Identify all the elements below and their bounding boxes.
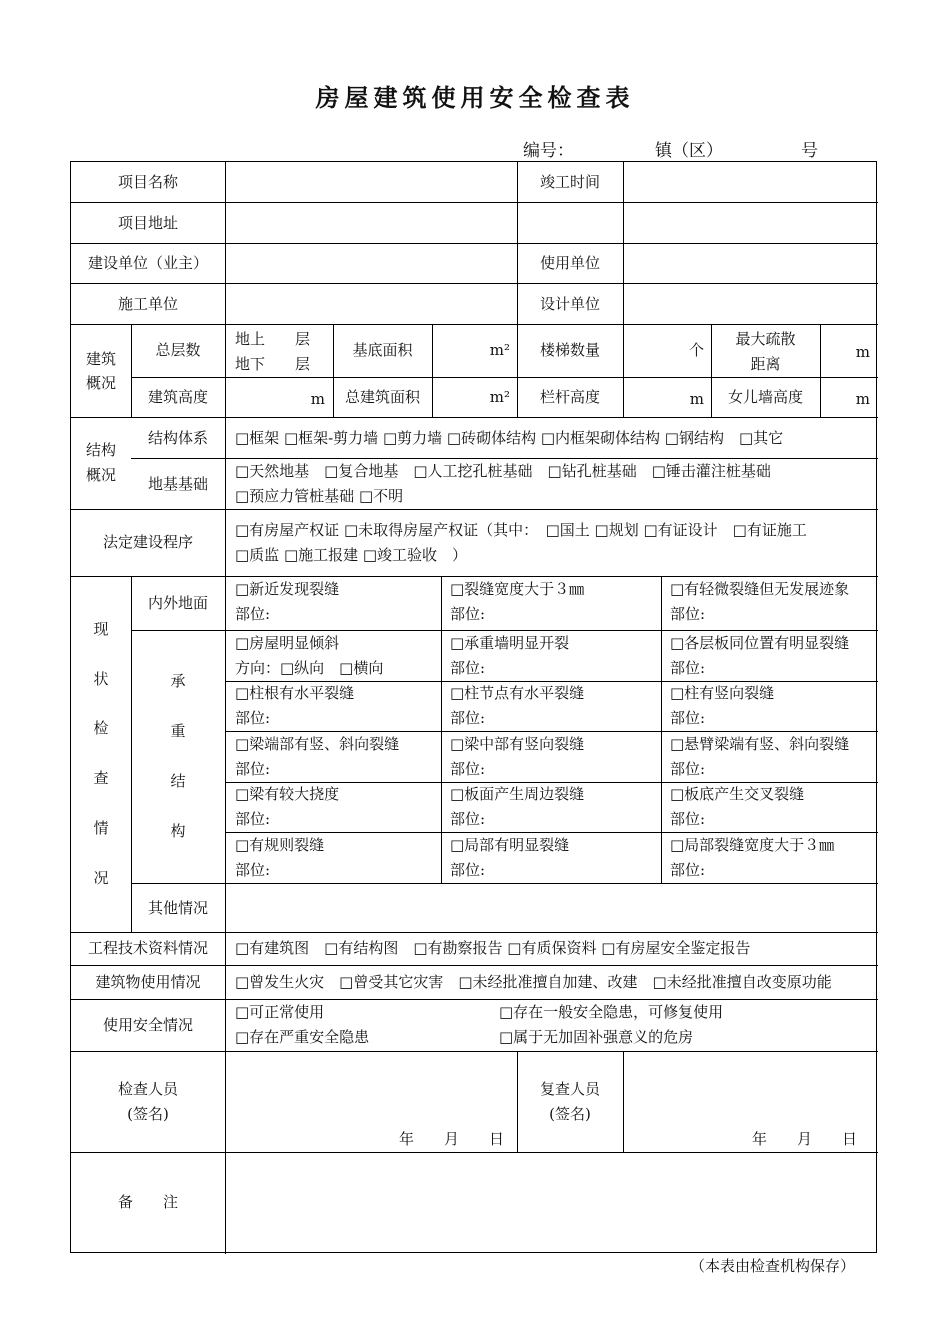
status-label-char: 查 <box>93 769 109 787</box>
position-label: 部位: <box>450 810 486 828</box>
bearing-label-char: 结 <box>170 772 186 790</box>
bearing-item: □柱节点有水平裂缝 <box>450 684 585 702</box>
position-label: 部位: <box>670 760 706 778</box>
legal-procedure-line-2: □质监 □施工报建 □竣工验收 ） <box>235 546 468 564</box>
foundation-options-1: □天然地基 □复合地基 □人工挖孔桩基础 □钻孔桩基础 □锤击灌注桩基础 <box>235 462 771 480</box>
structure-system-options: □框架 □框架-剪力墙 □剪力墙 □砖砌体结构 □内框架砌体结构 □钢结构 □其它 <box>235 429 784 447</box>
inspector-label: 检查人员 <box>117 1080 178 1098</box>
usage-status-label: 建筑物使用情况 <box>95 973 201 991</box>
stairs-unit: 个 <box>688 341 704 359</box>
position-label: 部位: <box>235 760 271 778</box>
town-label: 镇（区） <box>655 141 723 161</box>
position-label: 部位: <box>450 760 486 778</box>
position-label: 部位: <box>235 861 271 879</box>
bearing-item: □梁中部有竖向裂缝 <box>450 735 585 753</box>
inspector-date: 年 月 日 <box>399 1130 505 1148</box>
bearing-item: □梁有较大挠度 <box>235 785 340 803</box>
building-overview-label-2: 概况 <box>85 374 116 392</box>
position-label: 部位: <box>670 605 706 623</box>
construction-unit-label: 施工单位 <box>117 295 178 313</box>
bearing-item: □板面产生周边裂缝 <box>450 785 585 803</box>
user-unit-label: 使用单位 <box>539 254 600 272</box>
other-label: 其他情况 <box>147 899 208 917</box>
project-address-label: 项目地址 <box>117 214 178 232</box>
safety-option: □存在一般安全隐患，可修复使用 <box>499 1003 724 1021</box>
bearing-label-char: 承 <box>170 672 186 690</box>
bearing-item: □柱有竖向裂缝 <box>670 684 775 702</box>
status-label-char: 情 <box>93 819 109 837</box>
safety-option: □属于无加固补强意义的危房 <box>499 1028 694 1046</box>
safety-status-label: 使用安全情况 <box>102 1016 193 1034</box>
stairs-label: 楼梯数量 <box>539 341 600 359</box>
builder-label: 建设单位（业主） <box>87 254 208 272</box>
legal-procedure-label: 法定建设程序 <box>102 533 193 551</box>
tech-docs-label: 工程技术资料情况 <box>87 939 208 957</box>
position-label: 部位: <box>670 709 706 727</box>
total-area-unit: m² <box>489 388 510 406</box>
design-unit-label: 设计单位 <box>539 295 600 313</box>
bearing-item: □悬臂梁端有竖、斜向裂缝 <box>670 735 850 753</box>
bearing-item: □承重墙明显开裂 <box>450 634 570 652</box>
position-label: 部位: <box>450 659 486 677</box>
completion-time-label: 竣工时间 <box>539 173 600 191</box>
ground-item: □裂缝宽度大于３㎜ <box>450 580 585 598</box>
status-label-char: 状 <box>93 670 109 688</box>
bearing-item: □局部有明显裂缝 <box>450 836 570 854</box>
position-label: 部位: <box>235 709 271 727</box>
position-label: 部位: <box>670 659 706 677</box>
reviewer-label: 复查人员 <box>539 1080 600 1098</box>
status-label-char: 况 <box>93 869 109 887</box>
page-title: 房屋建筑使用安全检查表 <box>315 83 635 112</box>
railing-label: 栏杆高度 <box>539 388 600 406</box>
position-label: 部位: <box>450 861 486 879</box>
base-area-unit: m² <box>489 341 510 359</box>
total-floors-label: 总层数 <box>155 341 201 359</box>
status-label-char: 现 <box>93 620 109 638</box>
structure-overview-label-2: 概况 <box>85 466 116 484</box>
ground-item: □新近发现裂缝 <box>235 580 340 598</box>
position-label: 部位: <box>450 605 486 623</box>
parapet-unit: m <box>855 390 870 408</box>
structure-overview-label-1: 结构 <box>85 441 116 459</box>
bearing-item: □各层板同位置有明显裂缝 <box>670 634 850 652</box>
max-evac-label-1: 最大疏散 <box>735 330 796 348</box>
inspection-table <box>70 161 877 1253</box>
parapet-label: 女儿墙高度 <box>727 388 803 406</box>
ground-label: 内外地面 <box>147 594 208 612</box>
building-height-unit: m <box>310 390 325 408</box>
project-name-label: 项目名称 <box>117 173 178 191</box>
bearing-label-char: 构 <box>170 822 186 840</box>
position-label: 部位: <box>235 810 271 828</box>
bearing-item: □梁端部有竖、斜向裂缝 <box>235 735 400 753</box>
remarks-label: 备 注 <box>117 1193 178 1211</box>
number-label: 编号： <box>523 141 574 161</box>
building-overview-label-1: 建筑 <box>85 350 116 368</box>
position-label: 部位: <box>450 709 486 727</box>
foundation-options-2: □预应力管桩基础 □不明 <box>235 487 404 505</box>
reviewer-date: 年 月 日 <box>752 1130 858 1148</box>
above-ground-label: 地上 层 <box>235 330 311 348</box>
max-evac-label-2: 距离 <box>750 355 781 373</box>
safety-option: □可正常使用 <box>235 1003 325 1021</box>
foundation-label: 地基基础 <box>147 475 208 493</box>
footer-note: （本表由检查机构保存） <box>690 1257 856 1275</box>
bearing-item: □有规则裂缝 <box>235 836 325 854</box>
reviewer-sign-label: (签名) <box>549 1105 591 1123</box>
position-label: 部位: <box>235 605 271 623</box>
structure-system-label: 结构体系 <box>147 429 208 447</box>
position-label: 部位: <box>670 810 706 828</box>
tech-docs-options: □有建筑图 □有结构图 □有勘察报告 □有质保资料 □有房屋安全鉴定报告 <box>235 939 751 957</box>
bearing-label-char: 重 <box>170 722 186 740</box>
status-label-char: 检 <box>93 719 109 737</box>
bearing-item: □局部裂缝宽度大于３㎜ <box>670 836 835 854</box>
base-area-label: 基底面积 <box>352 341 413 359</box>
legal-procedure-line-1: □有房屋产权证 □未取得房屋产权证（其中： □国土 □规划 □有证设计 □有证施工 <box>235 521 807 539</box>
bearing-item: □房屋明显倾斜 <box>235 634 340 652</box>
usage-status-options: □曾发生火灾 □曾受其它灾害 □未经批准擅自加建、改建 □未经批准擅自改变原功能 <box>235 973 832 991</box>
safety-option: □存在严重安全隐患 <box>235 1028 370 1046</box>
building-height-label: 建筑高度 <box>147 388 208 406</box>
max-evac-unit: m <box>855 343 870 361</box>
hao-label: 号 <box>801 141 818 161</box>
ground-item: □有轻微裂缝但无发展迹象 <box>670 580 850 598</box>
number-line <box>523 136 853 160</box>
railing-unit: m <box>689 390 704 408</box>
tilt-direction: 方向：□纵向 □横向 <box>235 659 384 677</box>
bearing-item: □板底产生交叉裂缝 <box>670 785 805 803</box>
bearing-item: □柱根有水平裂缝 <box>235 684 355 702</box>
inspector-sign-label: (签名) <box>127 1105 169 1123</box>
total-area-label: 总建筑面积 <box>344 388 420 406</box>
below-ground-label: 地下 层 <box>235 355 311 373</box>
position-label: 部位: <box>670 861 706 879</box>
